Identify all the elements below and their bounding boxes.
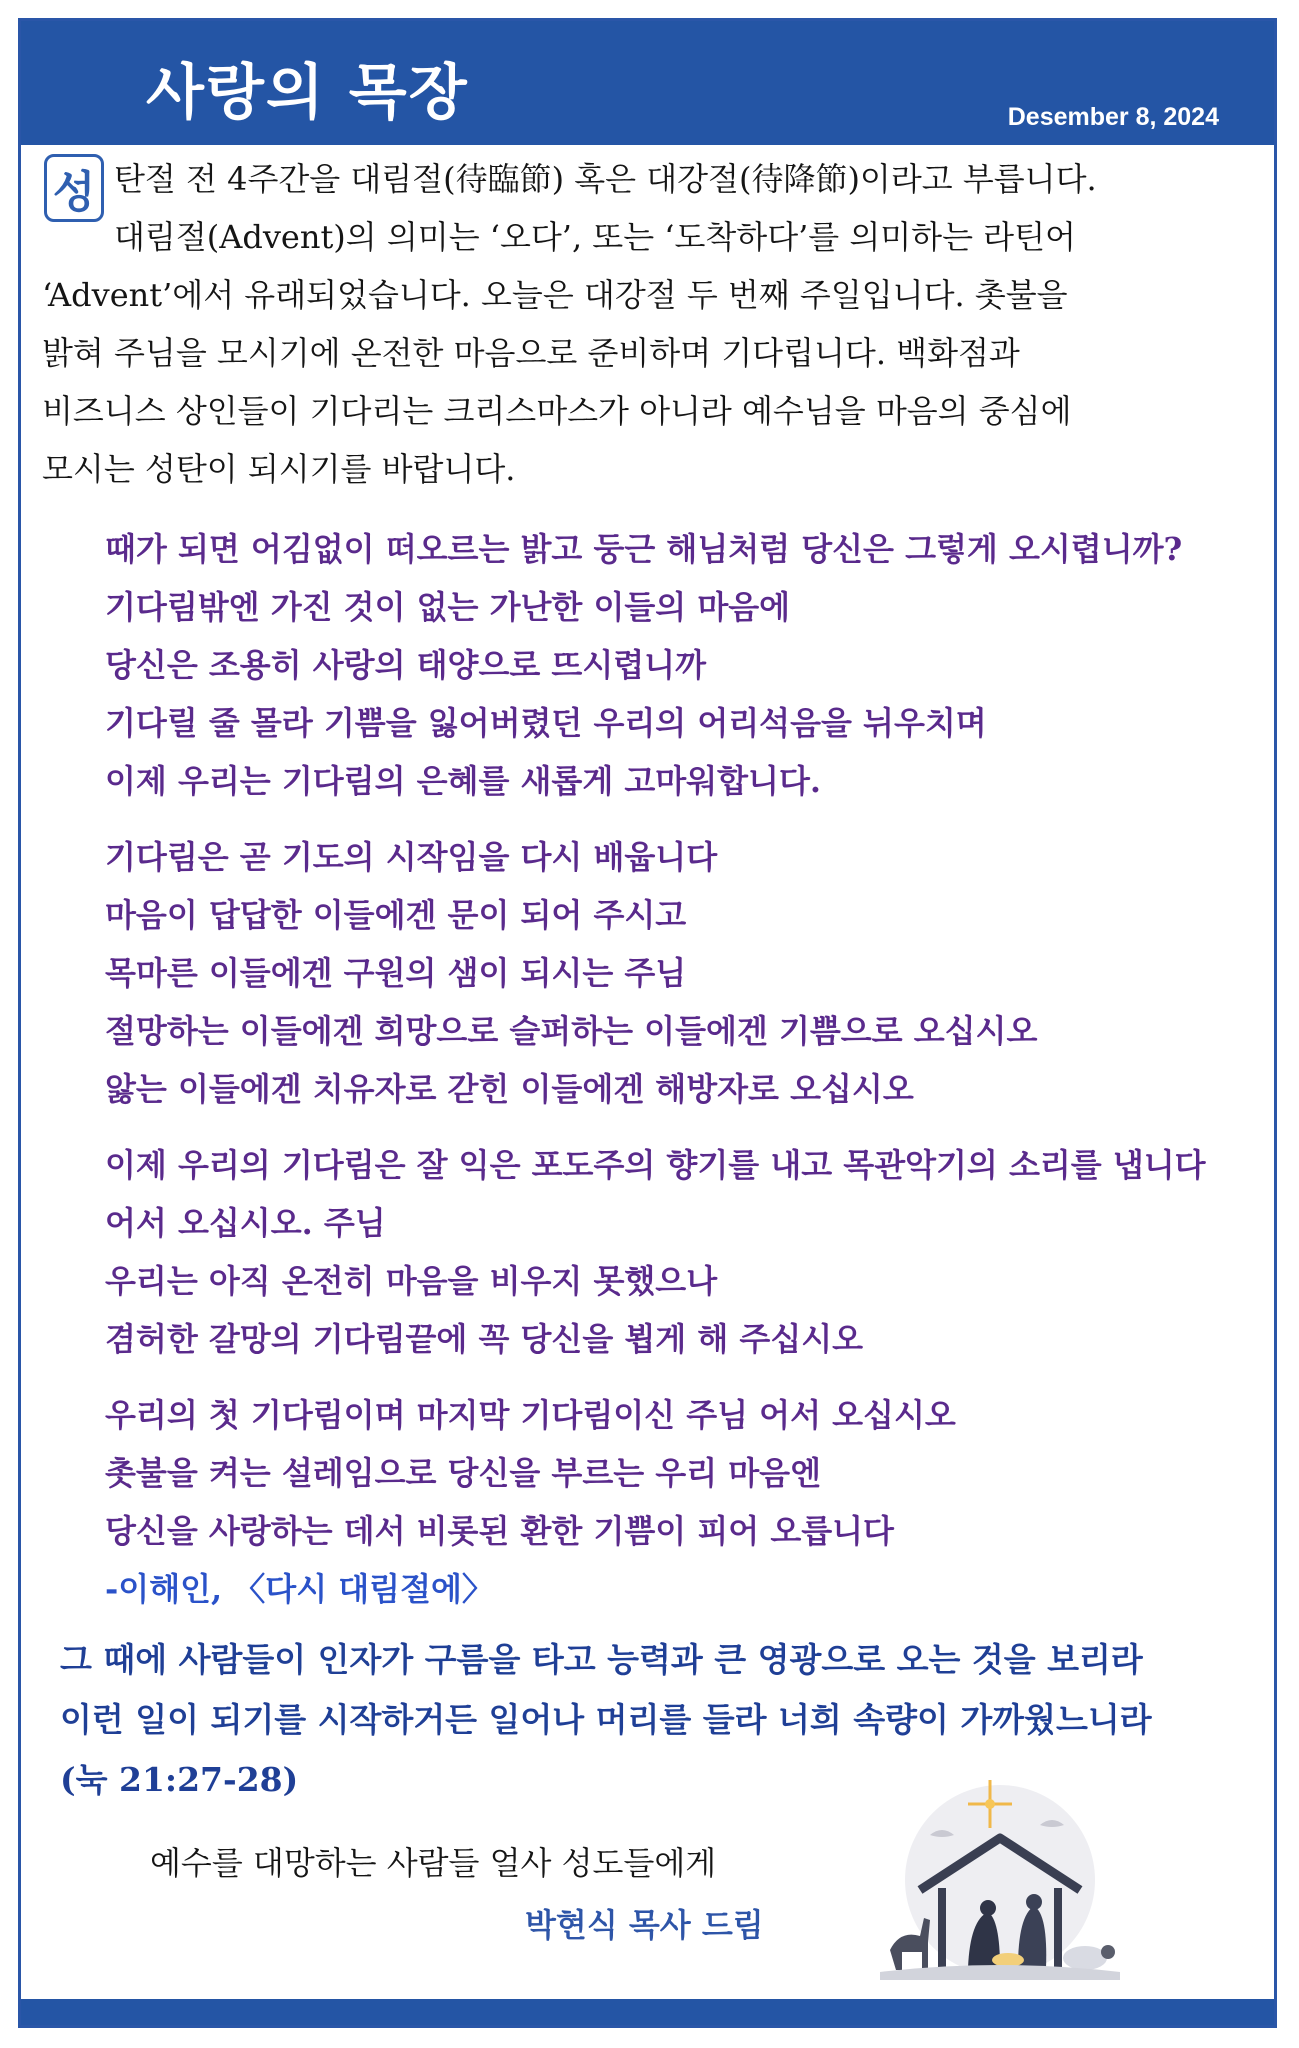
nativity-illustration xyxy=(880,1780,1120,1990)
pastor-signature: 박현식 목사 드림 xyxy=(525,1906,764,1944)
poem-line: 이제 우리는 기다림의 은혜를 새롭게 고마워합니다. xyxy=(105,762,821,800)
poem-line: 겸허한 갈망의 기다림끝에 꼭 당신을 뵙게 해 주십시오 xyxy=(105,1320,864,1358)
poem-line: 촛불을 켜는 설레임으로 당신을 부르는 우리 마음엔 xyxy=(105,1454,821,1492)
poem-line: 우리는 아직 온전히 마음을 비우지 못했으나 xyxy=(105,1262,718,1300)
page-title: 사랑의 목장 xyxy=(146,58,469,128)
poem-stanza-4 xyxy=(105,1386,1265,1618)
date-label: Desember 8, 2024 xyxy=(1007,103,1219,131)
sheep-head xyxy=(1101,1945,1115,1959)
poem-line: 앓는 이들에겐 치유자로 갇힌 이들에겐 해방자로 오십시오 xyxy=(105,1070,914,1108)
poem-line: 절망하는 이들에겐 희망으로 슬퍼하는 이들에겐 기쁨으로 오십시오 xyxy=(105,1012,1038,1050)
poem-line: 이제 우리의 기다림은 잘 익은 포도주의 향기를 내고 목관악기의 소리를 냅니다 xyxy=(105,1146,1206,1184)
manger xyxy=(992,1953,1024,1967)
scripture-line: 이런 일이 되기를 시작하거든 일어나 머리를 들라 너희 속량이 가까웠느니라 xyxy=(60,1700,1152,1739)
scripture-reference: (눅 21:27-28) xyxy=(60,1760,299,1799)
stable-post-right xyxy=(1054,1888,1062,1968)
intro-line: ‘Advent’에서 유래되었습니다. 오늘은 대강절 두 번째 주일입니다. 촛불을 xyxy=(42,276,1068,314)
poem-stanza-3 xyxy=(105,1136,1265,1368)
poem-line: 당신은 조용히 사랑의 태양으로 뜨시렵니까 xyxy=(105,646,706,684)
poem-line: 때가 되면 어김없이 떠오르는 밝고 둥근 해님처럼 당신은 그렇게 오시렵니까? xyxy=(105,530,1183,568)
poem-line: 당신을 사랑하는 데서 비롯된 환한 기쁨이 피어 오릅니다 xyxy=(105,1512,894,1550)
scripture-line: 그 때에 사람들이 인자가 구름을 타고 능력과 큰 영광으로 오는 것을 보리라 xyxy=(60,1640,1143,1679)
intro-line: 탄절 전 4주간을 대림절(待臨節) 혹은 대강절(待降節)이라고 부릅니다. xyxy=(114,160,1097,198)
sheep-body xyxy=(1063,1946,1107,1970)
poem-attribution: -이해인, 〈다시 대림절에〉 xyxy=(105,1570,494,1608)
intro-line: 밝혀 주님을 모시기에 온전한 마음으로 준비하며 기다립니다. 백화점과 xyxy=(42,334,1020,372)
dropcap-box: 성 xyxy=(44,154,104,222)
poem-stanza-1 xyxy=(105,520,1265,810)
donkey-figure xyxy=(890,1918,930,1970)
poem-line: 기다림밖엔 가진 것이 없는 가난한 이들의 마음에 xyxy=(105,588,791,626)
poem-line: 마음이 답답한 이들에겐 문이 되어 주시고 xyxy=(105,896,687,934)
stable-post-left xyxy=(938,1888,946,1968)
poem-line: 목마른 이들에겐 구원의 샘이 되시는 주님 xyxy=(105,954,687,992)
poem-line: 기다림은 곧 기도의 시작임을 다시 배웁니다 xyxy=(105,838,718,876)
poem-line: 어서 오십시오. 주님 xyxy=(105,1204,386,1242)
poem-line: 우리의 첫 기다림이며 마지막 기다림이신 주님 어서 오십시오 xyxy=(105,1396,956,1434)
intro-line: 비즈니스 상인들이 기다리는 크리스마스가 아니라 예수님을 마음의 중심에 xyxy=(42,392,1072,430)
footer-bar xyxy=(21,1999,1274,2025)
intro-paragraph xyxy=(42,150,1252,498)
header-bar xyxy=(21,21,1274,145)
poem xyxy=(105,520,1265,1636)
closing-greeting: 예수를 대망하는 사람들 얼사 성도들에게 xyxy=(150,1844,717,1882)
mary-head xyxy=(980,1900,996,1916)
intro-line: 모시는 성탄이 되시기를 바랍니다. xyxy=(42,450,516,488)
intro-line: 대림절(Advent)의 의미는 ‘오다’, 또는 ‘도착하다’를 의미하는 라틴어 xyxy=(114,218,1076,256)
joseph-head xyxy=(1026,1894,1042,1910)
poem-line: 기다릴 줄 몰라 기쁨을 잃어버렸던 우리의 어리석음을 뉘우치며 xyxy=(105,704,987,742)
poem-stanza-2 xyxy=(105,828,1265,1118)
